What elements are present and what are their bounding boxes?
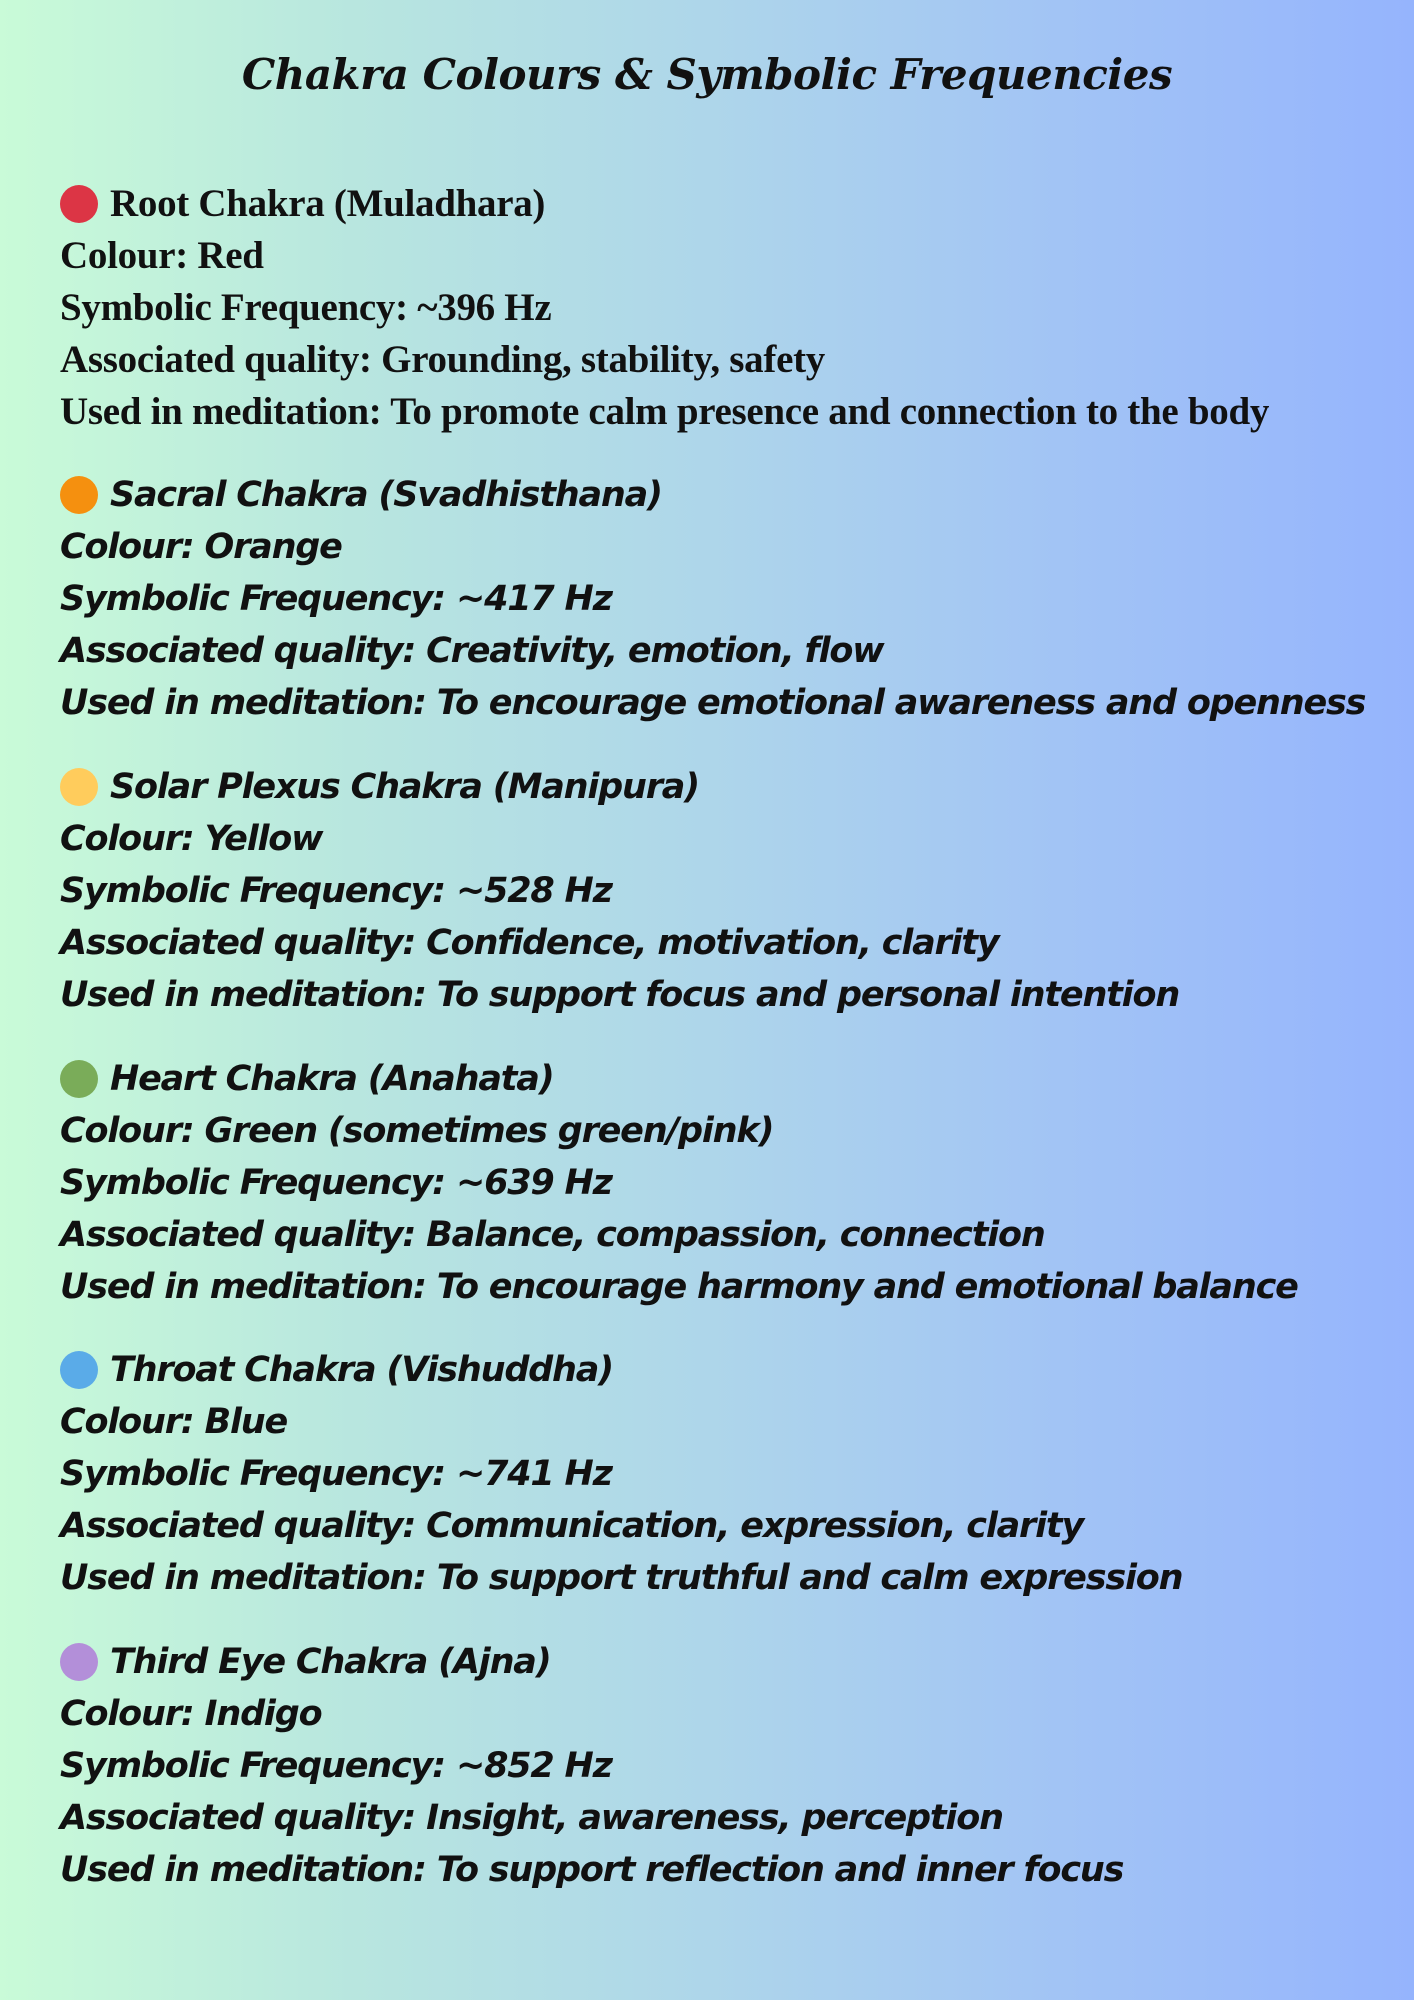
chakra-name: Third Eye Chakra (Ajna) (110, 1642, 551, 1682)
chakra-heading (60, 1053, 1390, 1105)
chakra-section-throat (60, 1344, 1390, 1604)
chakra-heading (60, 178, 1390, 230)
chakra-meditation: Used in meditation: To promote calm presence and connection to the body (60, 390, 1270, 433)
chakra-frequency: Symbolic Frequency: ~852 Hz (60, 1746, 612, 1786)
chakra-name: Heart Chakra (Anahata) (110, 1059, 554, 1099)
purple-dot-icon (60, 1643, 98, 1681)
chakra-section-heart (60, 1053, 1390, 1313)
chakra-section-third-eye (60, 1636, 1390, 1896)
chakra-meditation: Used in meditation: To encourage harmony and emotional balance (60, 1267, 1298, 1307)
yellow-dot-icon (60, 768, 98, 806)
orange-dot-icon (60, 476, 98, 514)
red-dot-icon (60, 185, 98, 223)
chakra-heading (60, 1344, 1390, 1396)
chakra-quality: Associated quality: Insight, awareness, perception (60, 1798, 1003, 1838)
chakra-name: Solar Plexus Chakra (Manipura) (110, 767, 699, 807)
chakra-section-root (60, 178, 1390, 438)
chakra-quality: Associated quality: Grounding, stability, safety (60, 338, 825, 381)
green-dot-icon (60, 1060, 98, 1098)
chakra-name: Throat Chakra (Vishuddha) (110, 1350, 613, 1390)
chakra-quality: Associated quality: Communication, expression, clarity (60, 1506, 1084, 1546)
chakra-colour: Colour: Green (sometimes green/pink) (60, 1111, 774, 1151)
chakra-section-solar-plexus (60, 761, 1390, 1021)
chakra-colour: Colour: Indigo (60, 1694, 322, 1734)
chakra-meditation: Used in meditation: To support truthful and calm expression (60, 1558, 1183, 1598)
chakra-heading (60, 1636, 1390, 1688)
chakra-heading (60, 761, 1390, 813)
chakra-quality: Associated quality: Creativity, emotion, flow (60, 631, 884, 671)
chakra-name: Root Chakra (Muladhara) (110, 182, 546, 225)
chakra-section-sacral (60, 469, 1390, 729)
blue-dot-icon (60, 1351, 98, 1389)
chakra-frequency: Symbolic Frequency: ~396 Hz (60, 286, 552, 329)
page-title: Chakra Colours & Symbolic Frequencies (241, 50, 1173, 99)
chakra-colour: Colour: Red (60, 234, 264, 277)
chakra-meditation: Used in meditation: To support reflection and inner focus (60, 1850, 1124, 1890)
chakra-name: Sacral Chakra (Svadhisthana) (110, 475, 662, 515)
chakra-frequency: Symbolic Frequency: ~741 Hz (60, 1454, 612, 1494)
chakra-meditation: Used in meditation: To support focus and personal intention (60, 975, 1180, 1015)
chakra-colour: Colour: Orange (60, 527, 342, 567)
chakra-frequency: Symbolic Frequency: ~417 Hz (60, 579, 612, 619)
chakra-colour: Colour: Blue (60, 1402, 288, 1442)
chakra-frequency: Symbolic Frequency: ~639 Hz (60, 1163, 612, 1203)
chakra-meditation: Used in meditation: To encourage emotional awareness and openness (60, 683, 1366, 723)
chakra-quality: Associated quality: Confidence, motivation, clarity (60, 923, 999, 963)
chakra-colour: Colour: Yellow (60, 819, 323, 859)
chakra-frequency: Symbolic Frequency: ~528 Hz (60, 871, 612, 911)
chakra-heading (60, 469, 1390, 521)
chakra-quality: Associated quality: Balance, compassion, connection (60, 1215, 1045, 1255)
